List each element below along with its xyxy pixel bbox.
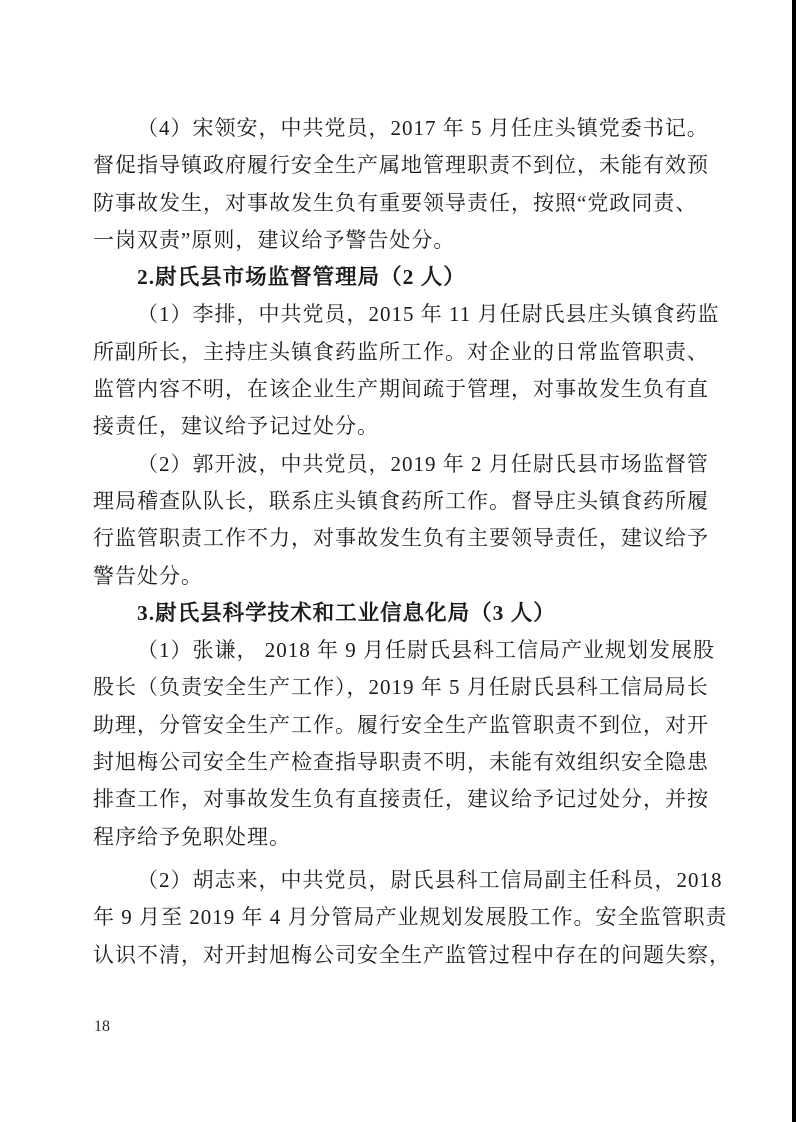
text-line: 股长（负责安全生产工作），2019 年 5 月任尉氏县科工信局局长: [93, 675, 709, 700]
text-line: 监管内容不明，在该企业生产期间疏于管理，对事故发生负有直: [93, 377, 709, 402]
text-line: 年 9 月至 2019 年 4 月分管局产业规划发展股工作。安全监管职责: [93, 905, 728, 930]
text-line: 理局稽查队队长，联系庄头镇食药所工作。督导庄头镇食药所履: [93, 488, 709, 513]
text-line: 警告处分。: [93, 563, 203, 588]
document-body: [93, 110, 731, 974]
text-line: 助理，分管安全生产工作。履行安全生产监管职责不到位，对开: [93, 712, 709, 737]
section-heading: 3.尉氏县科学技术和工业信息化局（3 人）: [137, 600, 556, 625]
page-number: 18: [94, 1018, 110, 1035]
text-line: 行监管职责工作不力，对事故发生负有主要领导责任，建议给予: [93, 526, 709, 551]
text-line: 排查工作，对事故发生负有直接责任，建议给予记过处分，并按: [93, 787, 709, 812]
text-line: 防事故发生，对事故发生负有重要领导责任，按照“党政同责、: [93, 190, 698, 215]
text-line: 督促指导镇政府履行安全生产属地管理职责不到位，未能有效预: [93, 153, 709, 178]
section-heading: 2.尉氏县市场监督管理局（2 人）: [137, 265, 466, 290]
text-line: （4）宋领安，中共党员，2017 年 5 月任庄头镇党委书记。: [137, 116, 709, 140]
text-line: 所副所长，主持庄头镇食药监所工作。对企业的日常监管职责、: [93, 339, 709, 364]
text-line: （1）张谦， 2018 年 9 月任尉氏县科工信局产业规划发展股: [137, 638, 715, 663]
text-line: 程序给予免职处理。: [93, 824, 291, 849]
text-line: （2）胡志来，中共党员，尉氏县科工信局副主任科员，2018: [137, 867, 723, 892]
text-line: 认识不清，对开封旭梅公司安全生产监管过程中存在的问题失察，: [93, 942, 731, 967]
text-line: （1）李排，中共党员，2015 年 11 月任尉氏县庄头镇食药监: [137, 302, 720, 327]
text-line: 接责任，建议给予记过处分。: [93, 414, 379, 439]
text-line: 一岗双责”原则，建议给予警告处分。: [93, 227, 456, 252]
text-line: 封旭梅公司安全生产检查指导职责不明，未能有效组织安全隐患: [93, 750, 709, 775]
text-line: （2）郭开波，中共党员，2019 年 2 月任尉氏县市场监督管: [137, 451, 709, 476]
scan-edge-line: [792, 0, 796, 1122]
